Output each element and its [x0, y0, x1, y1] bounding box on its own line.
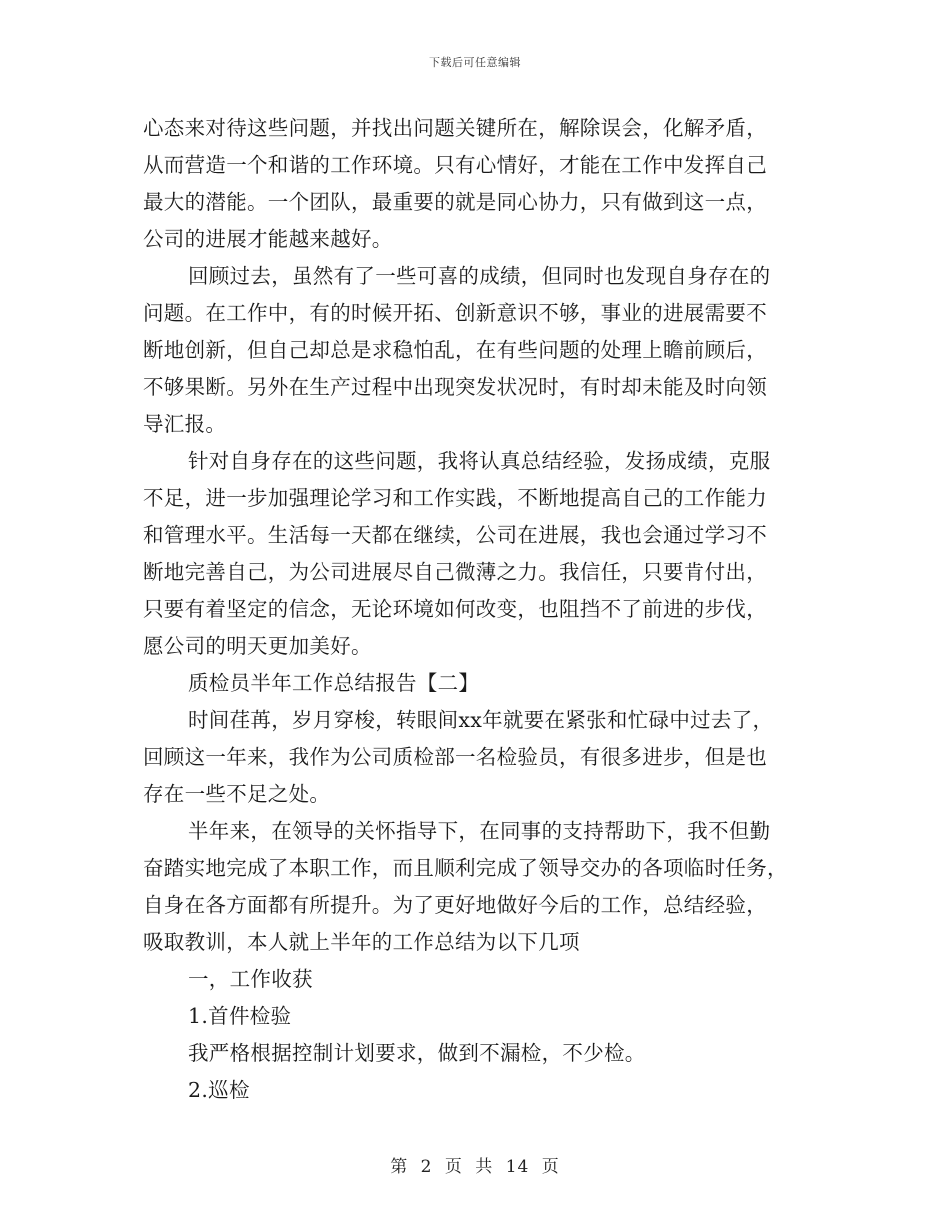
text-line: 2.巡检 [188, 1078, 250, 1102]
text-line: 导汇报。 [143, 412, 227, 436]
text-line: 公司的进展才能越来越好。 [143, 227, 393, 251]
text-line: 奋踏实地完成了本职工作，而且顺利完成了领导交办的各项临时任务， [143, 856, 788, 880]
text-line: 不够果断。另外在生产过程中出现突发状况时，有时却未能及时向领 [143, 375, 767, 399]
text-line: 吸取教训，本人就上半年的工作总结为以下几项 [143, 930, 580, 954]
text-line: 一，工作收获 [188, 967, 313, 991]
text-line: 断地完善自己，为公司进展尽自己微薄之力。我信任，只要肯付出， [143, 560, 767, 584]
text-line: 自身在各方面都有所提升。为了更好地做好今后的工作，总结经验， [143, 893, 767, 917]
text-line: 针对自身存在的这些问题，我将认真总结经验，发扬成绩，克服 [188, 449, 771, 473]
text-line: 我严格根据控制计划要求，做到不漏检，不少检。 [188, 1041, 646, 1065]
text-line: 最大的潜能。一个团队，最重要的就是同心协力，只有做到这一点， [143, 190, 767, 214]
text-line: 不足，进一步加强理论学习和工作实践，不断地提高自己的工作能力 [143, 486, 767, 510]
text-line: 质检员半年工作总结报告【二】 [188, 671, 480, 695]
text-line: 问题。在工作中，有的时候开拓、创新意识不够，事业的进展需要不 [143, 301, 767, 325]
text-line: 存在一些不足之处。 [143, 782, 331, 806]
text-line: 1.首件检验 [188, 1004, 292, 1028]
page-footer: 第 2 页 共 14 页 [390, 1157, 560, 1177]
text-line: 只要有着坚定的信念，无论环境如何改变，也阻挡不了前进的步伐， [143, 597, 767, 621]
text-line: 回顾过去，虽然有了一些可喜的成绩，但同时也发现自身存在的 [188, 264, 771, 288]
text-line: 和管理水平。生活每一天都在继续，公司在进展，我也会通过学习不 [143, 523, 767, 547]
text-line: 时间荏苒，岁月穿梭，转眼间xx年就要在紧张和忙碌中过去了， [188, 708, 774, 732]
text-line: 心态来对待这些问题，并找出问题关键所在，解除误会，化解矛盾， [143, 116, 767, 140]
text-line: 从而营造一个和谐的工作环境。只有心情好，才能在工作中发挥自己 [143, 153, 767, 177]
text-line: 半年来，在领导的关怀指导下，在同事的支持帮助下，我不但勤 [188, 819, 771, 843]
text-line: 断地创新，但自己却总是求稳怕乱，在有些问题的处理上瞻前顾后， [143, 338, 767, 362]
text-line: 回顾这一年来，我作为公司质检部一名检验员，有很多进步，但是也 [143, 745, 767, 769]
header-note: 下载后可任意编辑 [429, 56, 521, 69]
document-body [143, 110, 808, 1109]
text-line: 愿公司的明天更加美好。 [143, 634, 372, 658]
